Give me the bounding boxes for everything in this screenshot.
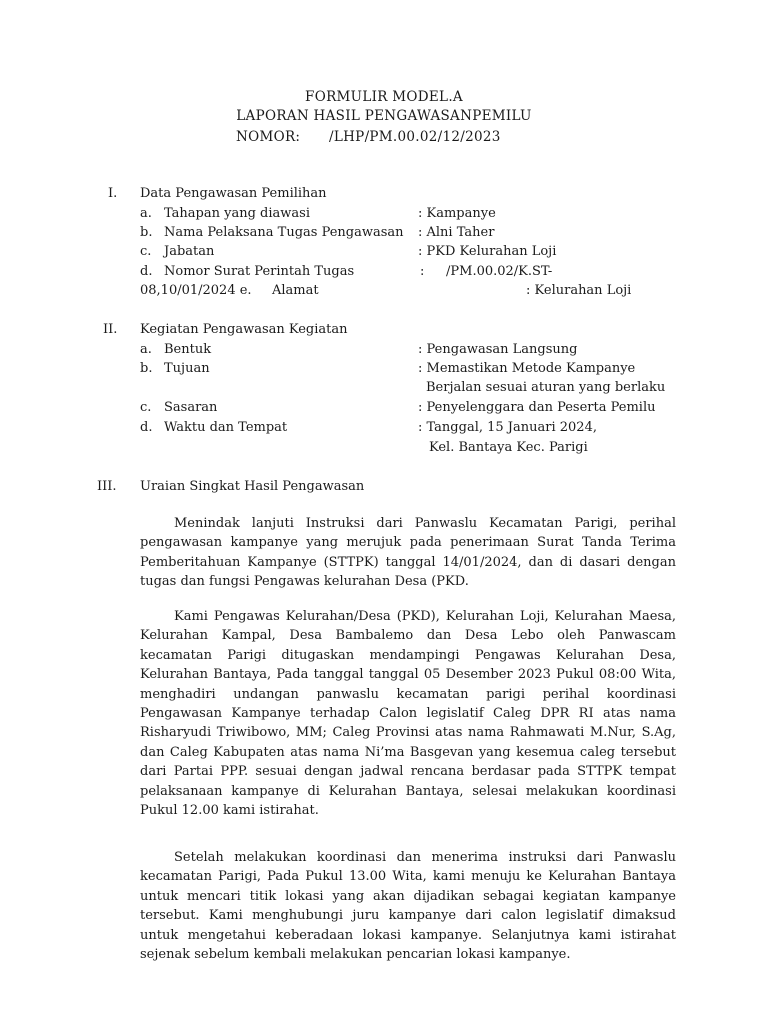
- wrapped-line: 08,10/01/2024 e.: [140, 283, 252, 298]
- item-value: : Tanggal, 15 Januari 2024,: [418, 420, 597, 435]
- item-label: Tahapan yang diawasi: [164, 206, 310, 221]
- number-value: /LHP/PM.00.02/12/2023: [329, 129, 501, 145]
- item-letter: c.: [140, 400, 152, 415]
- item-value: : Pengawasan Langsung: [418, 342, 578, 357]
- paragraph-1: [140, 514, 676, 592]
- item-value: : Kelurahan Loji: [526, 283, 632, 298]
- item-value: : Penyelenggara dan Peserta Pemilu: [418, 400, 656, 415]
- section-1-numeral: I.: [108, 186, 118, 201]
- item-letter: d.: [140, 264, 153, 279]
- item-label: Tujuan: [164, 361, 210, 376]
- item-label: Nama Pelaksana Tugas Pengawasan: [164, 225, 404, 240]
- item-letter: a.: [140, 206, 152, 221]
- item-value: : Memastikan Metode Kampanye: [418, 361, 636, 376]
- section-2-numeral: II.: [103, 322, 118, 337]
- item-value-continued: Berjalan sesuai aturan yang berlaku: [426, 380, 666, 395]
- item-letter: b.: [140, 361, 153, 376]
- item-label: Sasaran: [164, 400, 218, 415]
- form-title: FORMULIR MODEL.A: [305, 89, 463, 105]
- item-label: Alamat: [272, 283, 319, 298]
- item-label: Nomor Surat Perintah Tugas: [164, 264, 355, 279]
- paragraph-text: Kami Pengawas Kelurahan/Desa (PKD), Kelurahan Loji, Kelurahan Maesa, Kelurahan Kampal, Desa Bambalemo dan Desa Lebo oleh Panwascam kecamatan Parigi ditugaskan mendampingi Pengawas Kelurahan Desa, Kelurahan Bantaya, Pada tanggal tanggal 05 Desember 2023 Pukul 08:00 Wita, menghadiri undangan panwaslu kecamatan parigi perihal koordinasi Pengawasan Kampanye terhadap Calon legislatif Caleg DPR RI atas nama Risharyudi Triwibowo, MM; Caleg Provinsi atas nama Rahmawati M.Nur, S.Ag, dan Caleg Kabupaten atas nama Ni’ma Basgevan yang kesemua caleg tersebut dari Partai PPP. sesuai dengan jadwal rencana berdasar pada STTPK tempat pelaksanaan kampanye di Kelurahan Bantaya, selesai melakukan koordinasi Pukul 12.00 kami istirahat.: [140, 609, 676, 819]
- item-value: /PM.00.02/K.ST-: [446, 264, 553, 279]
- section-3-title: Uraian Singkat Hasil Pengawasan: [140, 479, 365, 494]
- item-letter: a.: [140, 342, 152, 357]
- item-letter: d.: [140, 420, 153, 435]
- item-label: Jabatan: [164, 244, 215, 259]
- item-label: Waktu dan Tempat: [164, 420, 288, 435]
- paragraph-text: Menindak lanjuti Instruksi dari Panwaslu Kecamatan Parigi, perihal pengawasan kampanye yang merujuk pada penerimaan Surat Tanda Terima Pemberitahuan Kampanye (STTPK) tanggal 14/01/2024, dan di dasari dengan tugas dan fungsi Pengawas kelurahan Desa (PKD.: [140, 516, 676, 590]
- paragraph-2: [140, 607, 676, 820]
- report-title: LAPORAN HASIL PENGAWASANPEMILU: [236, 108, 532, 124]
- section-3-numeral: III.: [97, 479, 117, 494]
- number-label: NOMOR:: [236, 129, 301, 145]
- item-value: : Kampanye: [418, 206, 496, 221]
- section-1-title: Data Pengawasan Pemilihan: [140, 186, 327, 201]
- item-label: Bentuk: [164, 342, 212, 357]
- paragraph-3: [140, 848, 676, 964]
- item-value: : PKD Kelurahan Loji: [418, 244, 557, 259]
- item-letter: c.: [140, 244, 152, 259]
- item-value-continued: Kel. Bantaya Kec. Parigi: [429, 440, 588, 455]
- section-2-title: Kegiatan Pengawasan Kegiatan: [140, 322, 348, 337]
- item-letter: b.: [140, 225, 153, 240]
- item-colon: :: [420, 264, 425, 279]
- paragraph-text: Setelah melakukan koordinasi dan menerima instruksi dari Panwaslu kecamatan Parigi, Pada Pukul 13.00 Wita, kami menuju ke Kelurahan Bantaya untuk mencari titik lokasi yang akan dijadikan sebagai kegiatan kampanye tersebut. Kami menghubungi juru kampanye dari calon legislatif dimaksud untuk mengetahui keberadaan lokasi kampanye. Selanjutnya kami istirahat sejenak sebelum kembali melakukan pencarian lokasi kampanye.: [140, 850, 676, 963]
- item-value: : Alni Taher: [418, 225, 495, 240]
